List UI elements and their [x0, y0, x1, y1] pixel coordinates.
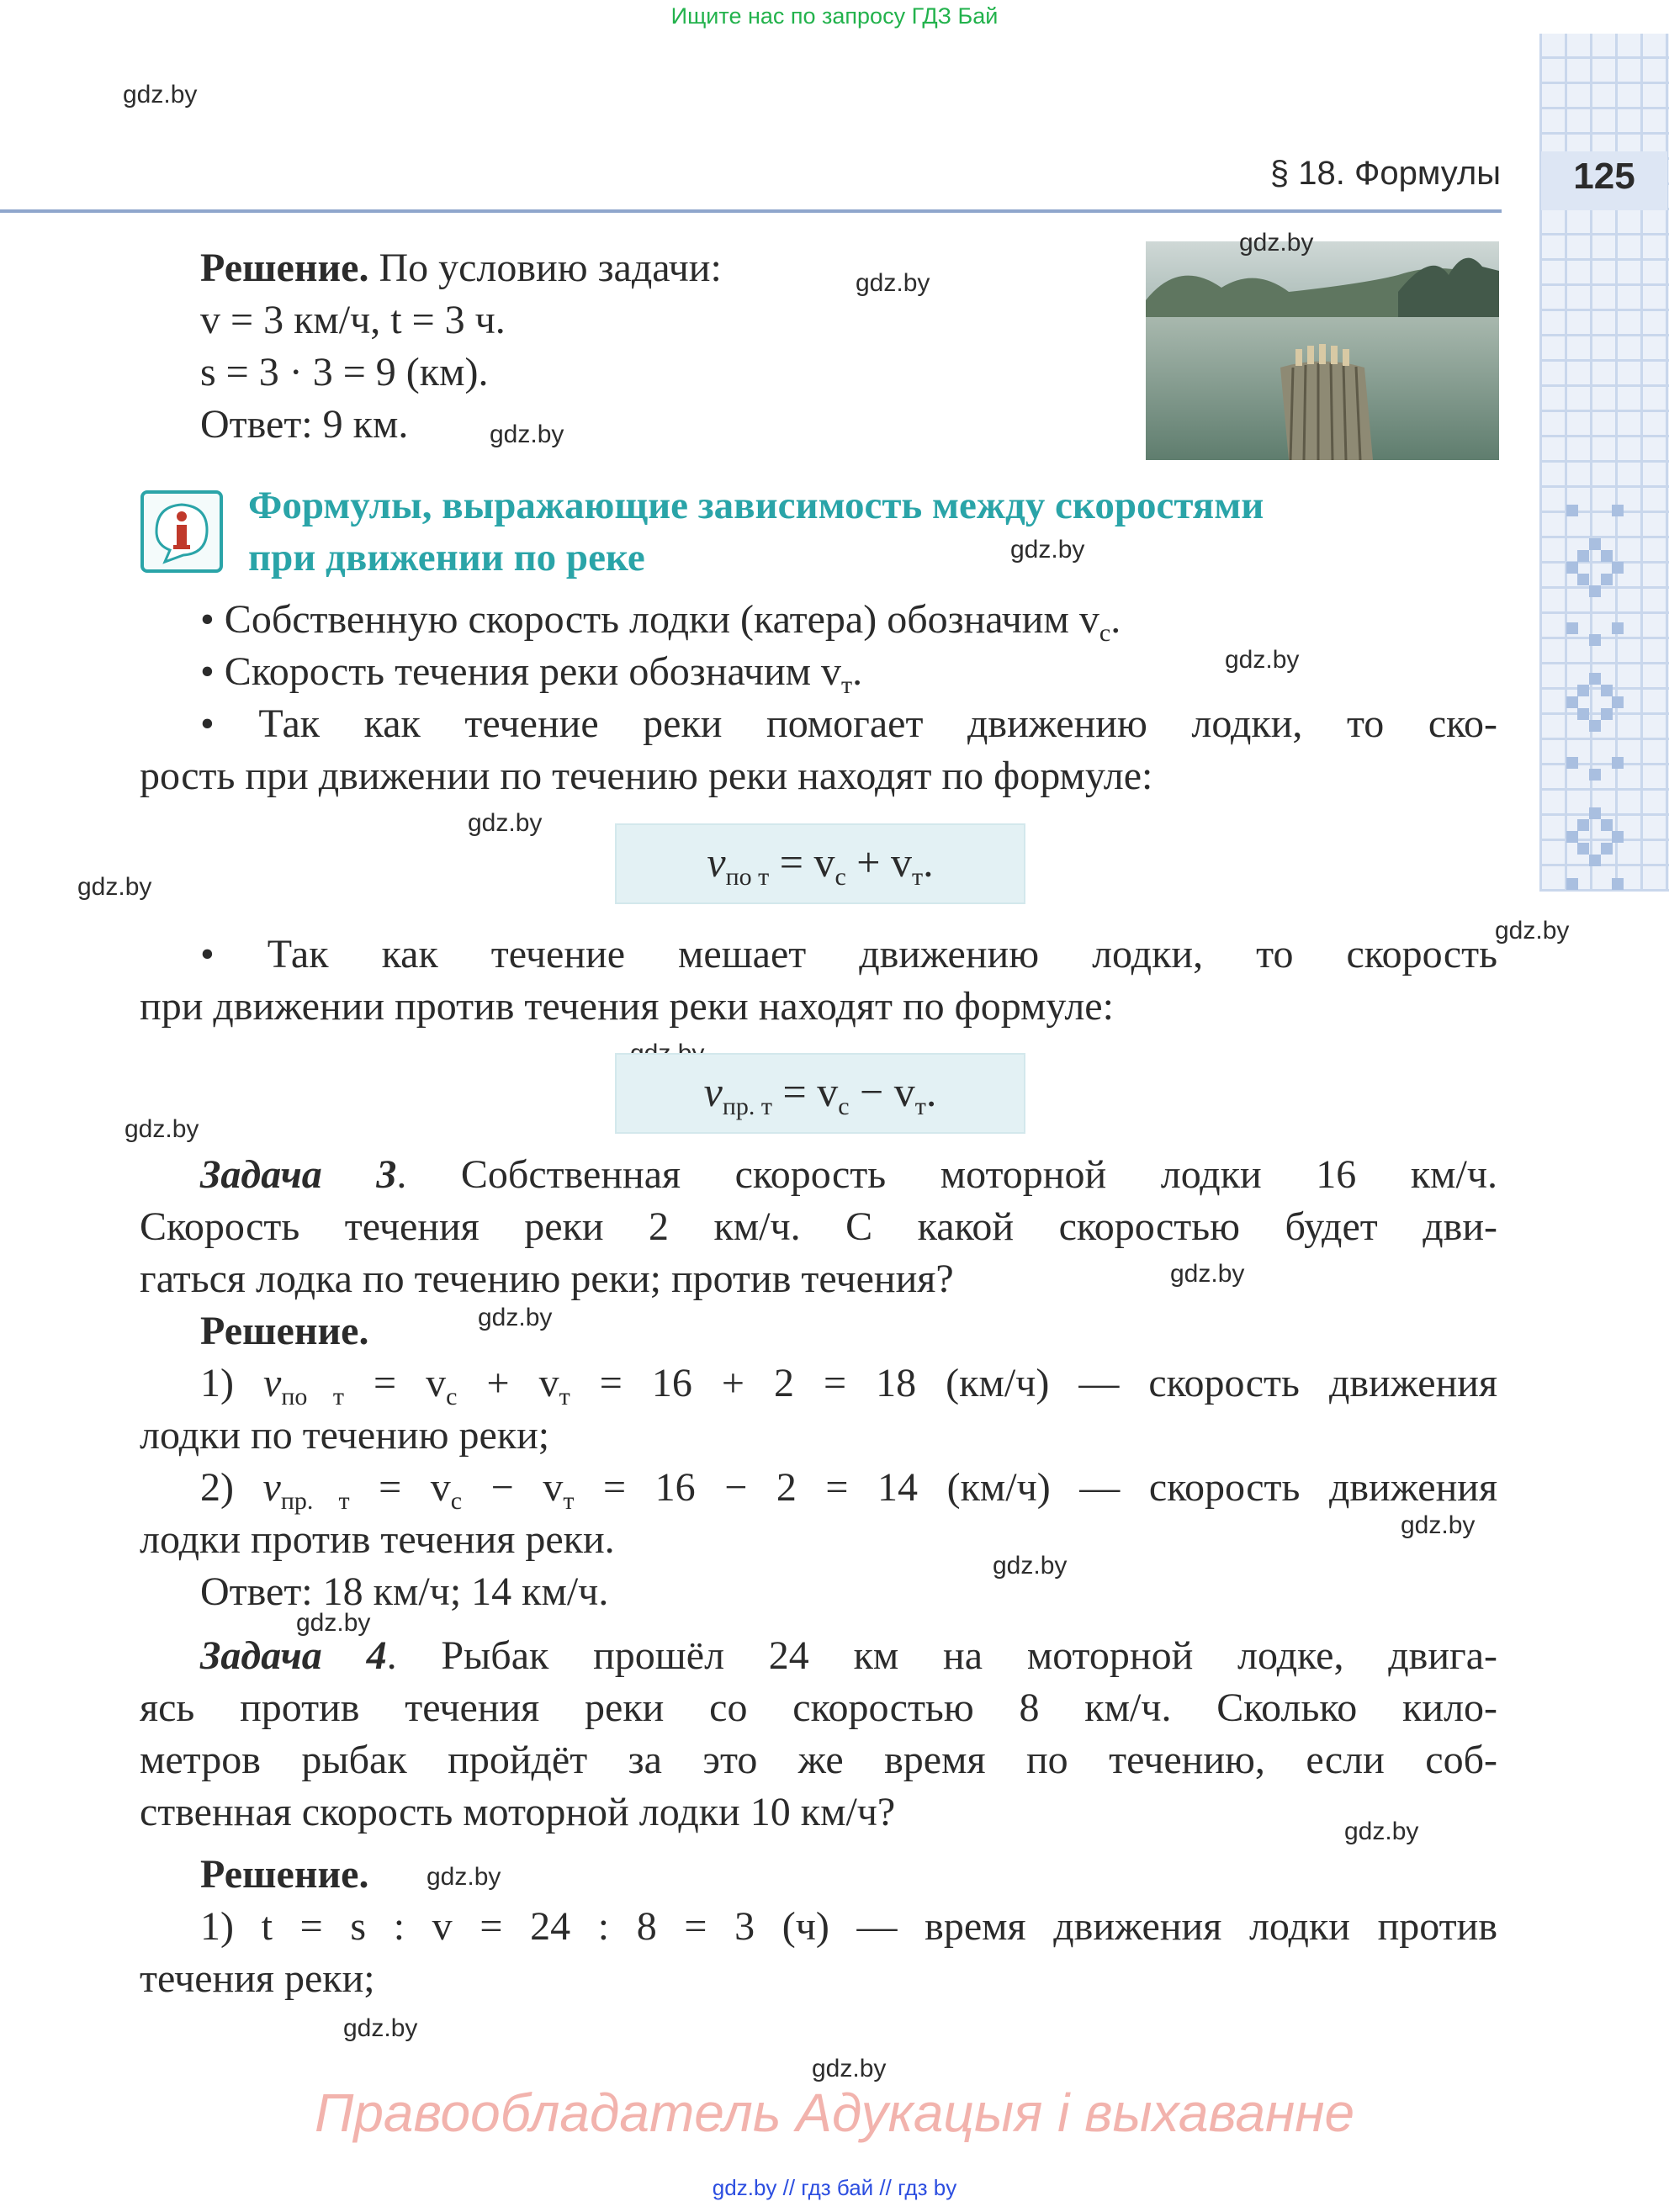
bullet-2-text: • Скорость течения реки обозначим v	[200, 649, 842, 694]
watermark: gdz.by	[1239, 229, 1314, 257]
bullet-2: • Скорость течения реки обозначим $v_т$.	[200, 649, 863, 699]
task4-line4: ственная скорость моторной лодки 10 км/ч?	[140, 1790, 896, 1834]
bullet-3-line2: рость при движении по течению реки находят по формуле:	[140, 754, 1153, 798]
task3-solution-label: Решение.	[200, 1309, 369, 1353]
raft-photo	[1146, 241, 1499, 460]
bullet-3-line1: • Так как течение реки помогает движению лодки, то ско-	[200, 701, 1497, 746]
bullet-1-text: • Собственную скорость лодки (катера) обозначим v	[200, 597, 1099, 642]
watermark: gdz.by	[123, 81, 198, 108]
task4-line1: Задача 4. Рыбак прошёл 24 км на моторной лодке, двига-	[200, 1633, 1498, 1678]
task3-line2: Скорость течения реки 2 км/ч. С какой скоростью будет дви-	[140, 1204, 1497, 1249]
watermark: gdz.by	[812, 2055, 887, 2082]
bullet-4-line2: при движении против течения реки находят по формуле:	[140, 984, 1114, 1029]
task4-step1: 1) t = s : v = 24 : 8 = 3 (ч) — время движения лодки против	[200, 1904, 1497, 1949]
subscript: т	[841, 671, 853, 699]
watermark: gdz.by	[993, 1552, 1068, 1580]
task4-line3: метров рыбак пройдёт за это же время по течению, если соб-	[140, 1738, 1497, 1782]
page-number: 125	[1541, 151, 1667, 210]
task3-step1: 1) $v_{по т} = v_с + v_т = 16 + 2 = 18$ (км/ч) — скорость движения	[200, 1361, 1498, 1410]
header-rule	[0, 209, 1502, 213]
solution1-line3: s = 3 · 3 = 9 (км).	[200, 350, 489, 394]
bullet-4-line1: • Так как течение мешает движению лодки, то скорость	[200, 932, 1497, 976]
info-icon	[140, 489, 224, 574]
ornament-icon	[1563, 505, 1627, 892]
task3-step2-cont: лодки против течения реки.	[140, 1517, 615, 1562]
solution-label: Решение.	[200, 246, 369, 290]
task4-line2: ясь против течения реки со скоростью 8 км/ч. Сколько кило-	[140, 1685, 1497, 1730]
task3-answer: Ответ: 18 км/ч; 14 км/ч.	[200, 1569, 609, 1614]
watermark: gdz.by	[1344, 1818, 1419, 1845]
bullet-1: • Собственную скорость лодки (катера) обозначим $v_с$.	[200, 597, 1121, 647]
section-title: § 18. Формулы	[1269, 155, 1501, 192]
watermark: gdz.by	[1170, 1260, 1245, 1288]
watermark: gdz.by	[296, 1609, 371, 1637]
solution1-line1	[200, 242, 722, 294]
watermark: gdz.by	[77, 873, 152, 901]
task3-line1: Задача 3. Собственная скорость моторной лодки 16 км/ч.	[200, 1152, 1498, 1197]
solution1-line2: v = 3 км/ч, t = 3 ч.	[200, 298, 506, 342]
task3-step1-cont: лодки по течению реки;	[140, 1413, 550, 1458]
watermark: gdz.by	[1225, 646, 1300, 674]
watermark: gdz.by	[125, 1115, 199, 1143]
watermark: gdz.by	[1010, 536, 1085, 564]
top-banner[interactable]: Ищите нас по запросу ГДЗ Бай	[670, 3, 999, 29]
watermark: gdz.by	[856, 269, 930, 297]
watermark: gdz.by	[1495, 917, 1570, 945]
task4-solution-label: Решение.	[200, 1852, 369, 1897]
solution-intro: По условию задачи:	[368, 246, 722, 290]
task3-line3: гаться лодка по течению реки; против течения?	[140, 1257, 954, 1301]
formula-downstream: $v_{по т} = v_с + v_т$.	[615, 823, 1025, 904]
formula-upstream: $v_{пр. т} = v_с - v_т$.	[615, 1053, 1025, 1134]
task4-step1-cont: течения реки;	[140, 1956, 375, 2001]
watermark: gdz.by	[343, 2014, 418, 2042]
copyright-notice: Правообладатель Адукацыя і выхаванне	[314, 2082, 1355, 2143]
watermark: gdz.by	[427, 1863, 501, 1891]
solution1-answer: Ответ: 9 км.	[200, 402, 409, 447]
subscript: с	[1099, 619, 1111, 647]
footer-links[interactable]: gdz.by // гдз бай // гдз by	[712, 2175, 957, 2200]
watermark: gdz.by	[478, 1304, 553, 1331]
watermark: gdz.by	[1401, 1511, 1476, 1539]
info-heading-line1: Формулы, выражающие зависимость между скоростями	[248, 484, 1264, 527]
watermark: gdz.by	[490, 421, 564, 448]
info-heading-line2: при движении по реке	[248, 536, 645, 579]
watermark: gdz.by	[468, 809, 543, 837]
task3-step2: 2) $v_{пр. т} = v_с - v_т = 16 - 2 = 14$ (км/ч) — скорость движения	[200, 1465, 1498, 1515]
